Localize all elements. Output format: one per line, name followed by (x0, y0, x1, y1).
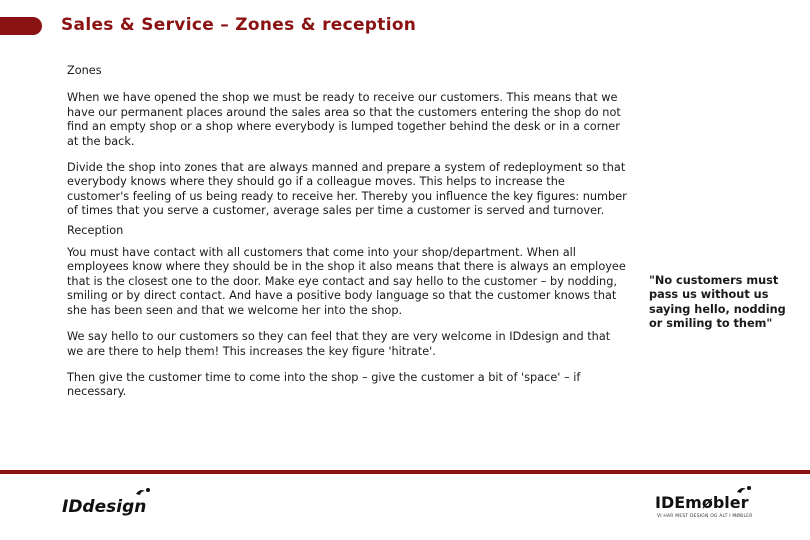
iddesign-logo (62, 484, 154, 520)
reception-paragraph-2: We say hello to our customers so they can feel that they are very welcome in IDdesign and that we are there to help them! This increases the key figure 'hitrate'. (67, 330, 611, 358)
footer-divider (0, 470, 810, 474)
footer-tagline: VI HAR MEST DESIGN OG ALT I MØBLER (657, 514, 753, 519)
logo-dot-icon-right (747, 486, 751, 490)
idemobler-logo-text: IDEmøbler (655, 493, 749, 512)
zones-paragraph-2: Divide the shop into zones that are always manned and prepare a system of redeployment so that everybody knows where they should go if a colleague moves. This helps to increase the customer's feeling of us being ready to receive her. Thereby you influence the key figures: number of times that you serve a customer, average sales per time a customer is served and turnover. (67, 161, 627, 218)
slide-title: Sales & Service – Zones & reception (61, 15, 417, 35)
quote-callout: "No customers must pass us without us saying hello, nodding or smiling to them" (649, 274, 786, 331)
title-accent-bar (0, 17, 42, 35)
zones-heading: Zones (67, 64, 102, 77)
reception-paragraph-1: You must have contact with all customers that come into your shop/department. When all employees know where they should be in the shop it also means that there is always an employee that is the closest one to the door. Make eye contact and say hello to the customer – by nodding, smiling or by direct contact. And have a positive body language so that the customer knows that she has been seen and that we welcome her into the shop. (67, 246, 626, 317)
logo-dot-icon (146, 488, 150, 492)
main-content (67, 64, 627, 412)
logo-swirl-icon (136, 490, 145, 495)
reception-heading: Reception (67, 223, 124, 237)
reception-paragraph-3: Then give the customer time to come into the shop – give the customer a bit of 'space' – if necessary. (67, 370, 581, 399)
zones-paragraph-1: When we have opened the shop we must be ready to receive our customers. This means that we have our permanent places around the sales area so that the customers entering the shop do not find an empty shop or a shop where everybody is lumped together behind the desk or in a corner at the back. (67, 91, 621, 148)
iddesign-logo-text: IDdesign (62, 497, 147, 517)
